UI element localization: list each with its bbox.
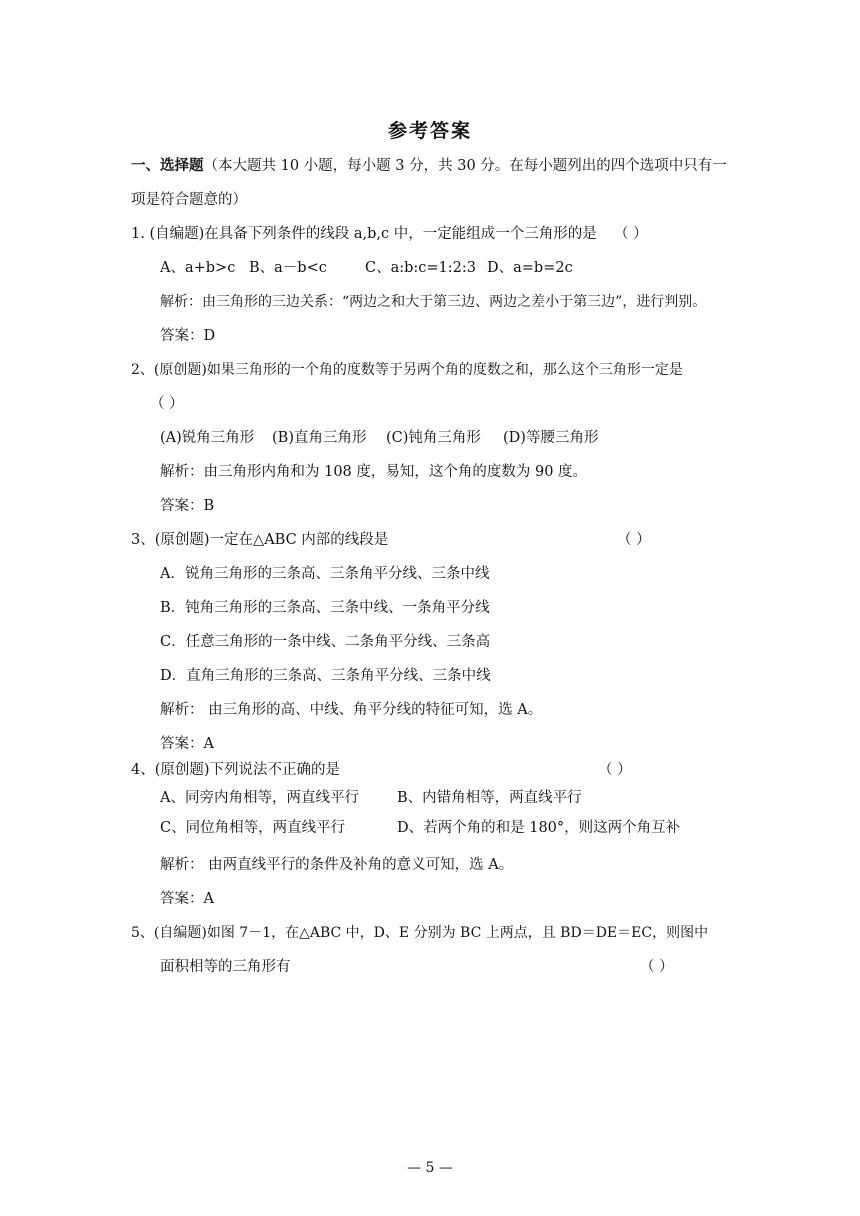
q3-analysis: 解析： 由三角形的高、中线、角平分线的特征可知，选 A。 xyxy=(160,702,543,718)
q2-option-b: (B)直角三角形 xyxy=(272,430,367,446)
q5-stem-cont: 面积相等的三角形有 xyxy=(160,959,291,975)
q1-option-a: A、a+b>c xyxy=(160,260,236,276)
q2-option-a: (A)锐角三角形 xyxy=(160,430,255,446)
section-heading-line xyxy=(131,156,727,176)
q1-option-b: B、a－b<c xyxy=(249,260,327,276)
q5-answer-paren: （ ） xyxy=(640,959,674,975)
q2-stem: 2、(原创题)如果三角形的一个角的度数等于另两个角的度数之和，那么这个三角形一定是 xyxy=(131,362,683,378)
q4-analysis: 解析： 由两直线平行的条件及补角的意义可知，选 A。 xyxy=(160,857,514,873)
q3-option-a: A．锐角三角形的三条高、三条角平分线、三条中线 xyxy=(160,566,490,582)
section-description-cont: 项是符合题意的） xyxy=(131,192,247,208)
q3-answer-paren: （ ） xyxy=(617,532,651,548)
q3-stem: 3、(原创题)一定在△ABC 内部的线段是 xyxy=(131,532,389,548)
q4-option-a: A、同旁内角相等，两直线平行 xyxy=(160,790,359,806)
q1-answer-paren: （ ） xyxy=(614,226,648,242)
q1-option-c: C、a:b:c=1:2:3 xyxy=(365,260,477,276)
q3-answer: 答案：A xyxy=(160,736,214,752)
section-description: （本大题共 10 小题，每小题 3 分，共 30 分。在每小题列出的四个选项中只有一 xyxy=(203,158,727,174)
q2-option-c: (C)钝角三角形 xyxy=(386,430,481,446)
q2-answer-paren: （ ） xyxy=(150,396,184,412)
q4-option-d: D、若两个角的和是 180°，则这两个角互补 xyxy=(397,820,681,836)
page-title: 参考答案 xyxy=(387,120,472,142)
q4-answer-paren: （ ） xyxy=(598,762,632,778)
q3-option-c: C．任意三角形的一条中线、二条角平分线、三条高 xyxy=(160,634,491,650)
q3-option-d: D．直角三角形的三条高、三条角平分线、三条中线 xyxy=(160,668,491,684)
q4-option-b: B、内错角相等，两直线平行 xyxy=(397,790,582,806)
q2-answer: 答案：B xyxy=(160,498,215,514)
q4-stem: 4、(原创题)下列说法不正确的是 xyxy=(131,762,341,778)
q1-stem: 1. (自编题)在具备下列条件的线段 a,b,c 中，一定能组成一个三角形的是 xyxy=(131,226,597,242)
page-number: — 5 — xyxy=(407,1160,453,1176)
q5-stem: 5、(自编题)如图 7－1，在△ABC 中，D、E 分别为 BC 上两点，且 BD＝DE＝EC，则图中 xyxy=(131,925,709,941)
q4-option-c: C、同位角相等，两直线平行 xyxy=(160,820,346,836)
q2-option-d: (D)等腰三角形 xyxy=(503,430,599,446)
q1-answer: 答案：D xyxy=(160,328,216,344)
q4-answer: 答案：A xyxy=(160,891,214,907)
section-heading: 一、选择题 xyxy=(131,157,204,174)
q1-option-d: D、a=b=2c xyxy=(487,260,573,276)
q1-analysis: 解析：由三角形的三边关系：“两边之和大于第三边、两边之差小于第三边”，进行判别。 xyxy=(160,294,707,310)
q2-analysis: 解析：由三角形内角和为 108 度，易知，这个角的度数为 90 度。 xyxy=(160,464,588,480)
q3-option-b: B．钝角三角形的三条高、三条中线、一条角平分线 xyxy=(160,600,490,616)
